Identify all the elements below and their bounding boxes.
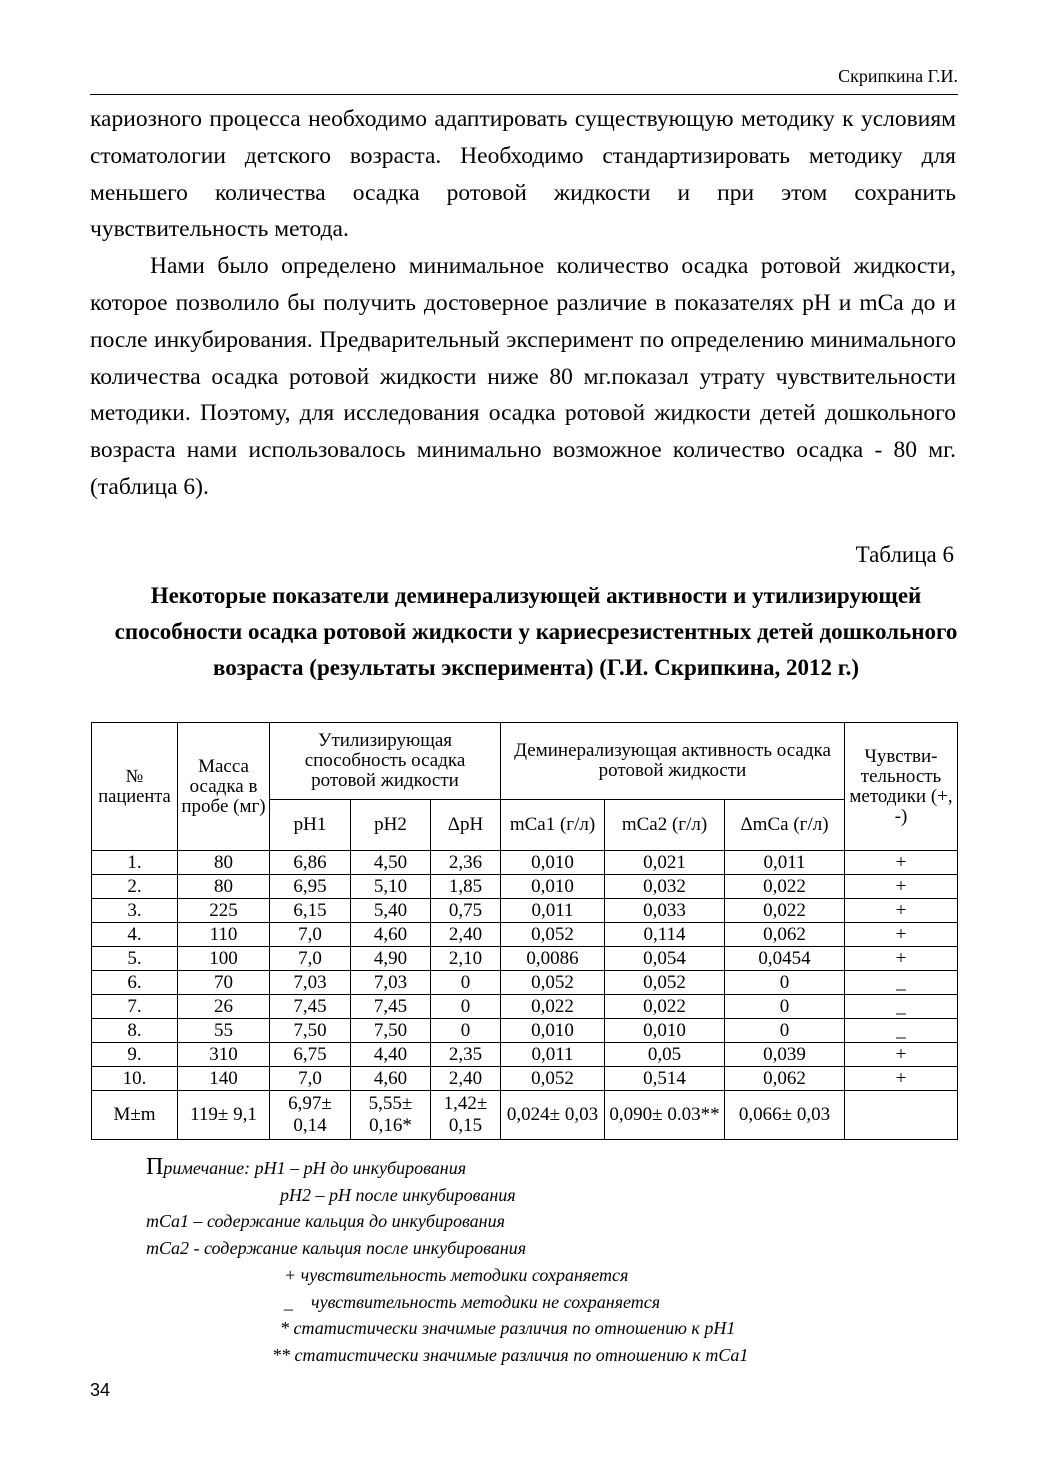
- table-cell: 140: [178, 1067, 270, 1091]
- table-cell: 0: [725, 971, 845, 995]
- table-cell: 4,40: [351, 1043, 431, 1067]
- table-cell: 7,03: [270, 971, 351, 995]
- table-cell: 0,010: [501, 851, 605, 875]
- table-cell: 2,36: [431, 851, 501, 875]
- table-cell: +: [845, 899, 958, 923]
- table-cell: +: [845, 1043, 958, 1067]
- table-cell: 4,60: [351, 1067, 431, 1091]
- header-mca1: mCa1 (г/л): [501, 800, 605, 851]
- table-row: [92, 923, 958, 947]
- header-mca2: mCa2 (г/л): [605, 800, 725, 851]
- table-cell: 7,0: [270, 947, 351, 971]
- table-cell: 100: [178, 947, 270, 971]
- header-sensitivity: Чувствительность методики (+, -): [845, 723, 958, 851]
- table-cell: 1.: [92, 851, 178, 875]
- table-cell: 6,75: [270, 1043, 351, 1067]
- table-cell: 310: [178, 1043, 270, 1067]
- note-line: pH2 – pH после инкубирования: [280, 1184, 516, 1205]
- table-cell: 2,10: [431, 947, 501, 971]
- mean-cell: 119± 9,1: [178, 1091, 270, 1140]
- table-cell: +: [845, 851, 958, 875]
- table-cell: 0,054: [605, 947, 725, 971]
- table-notes: [146, 1154, 946, 1369]
- table-row: [92, 1043, 958, 1067]
- table-cell: 0,010: [501, 875, 605, 899]
- table-cell: 0,022: [725, 875, 845, 899]
- mean-cell: 0,066± 0,03: [725, 1091, 845, 1140]
- table-cell: 0,052: [605, 971, 725, 995]
- header-ph1: pH1: [270, 800, 351, 851]
- body-text: [90, 101, 956, 506]
- mean-cell: 5,55± 0,16*: [351, 1091, 431, 1140]
- table-cell: 1,85: [431, 875, 501, 899]
- table-cell: 7,50: [351, 1019, 431, 1043]
- note-line: + чувствительность методики сохраняется: [284, 1264, 629, 1285]
- table-cell: 7,45: [351, 995, 431, 1019]
- table-row: [92, 851, 958, 875]
- table-cell: 0,75: [431, 899, 501, 923]
- mean-row: [92, 1091, 958, 1140]
- table-cell: 0,032: [605, 875, 725, 899]
- note-line: ** статистически значимые различия по отношению к mCa1: [272, 1344, 749, 1365]
- table-cell: 7,0: [270, 1067, 351, 1091]
- table-cell: _: [845, 971, 958, 995]
- table-cell: 0,514: [605, 1067, 725, 1091]
- table-cell: 2,35: [431, 1043, 501, 1067]
- table-cell: 2,40: [431, 1067, 501, 1091]
- table-row: [92, 875, 958, 899]
- data-table: [91, 722, 958, 1140]
- header-dph: ΔpH: [431, 800, 501, 851]
- paragraph-2: Нами было определено минимальное количество осадка ротовой жидкости, которое позволило бы получить достоверное различие в показателях рН и mCa до и после инкубирования. Предварительный эксперимент по определению минимального количества осадка ротовой жидкости ниже 80 мг.показал утрату чувствительности методики. Поэтому, для исследования осадка ротовой жидкости детей дошкольного возраста нами использовалось минимально возможное количество осадка - 80 мг. (таблица 6).: [90, 253, 956, 500]
- table-cell: 0: [431, 971, 501, 995]
- table-cell: 225: [178, 899, 270, 923]
- table-cell: +: [845, 923, 958, 947]
- table-cell: 0,062: [725, 923, 845, 947]
- table-cell: 0,011: [725, 851, 845, 875]
- header-patient: № пациента: [92, 723, 178, 851]
- table-cell: 4.: [92, 923, 178, 947]
- table-cell: 2.: [92, 875, 178, 899]
- table-cell: 7,0: [270, 923, 351, 947]
- table-cell: 0: [725, 995, 845, 1019]
- paragraph-1: кариозного процесса необходимо адаптировать существующую методику к условиям стоматологии детского возраста. Необходимо стандартизировать методику для меньшего количества осадка ротовой жидкости и при этом сохранить чувствительность метода.: [90, 106, 956, 243]
- table-cell: 6.: [92, 971, 178, 995]
- mean-cell: M±m: [92, 1091, 178, 1140]
- header-demin-group: Деминерализующая активность осадка ротовой жидкости: [501, 723, 845, 800]
- table-cell: 6,86: [270, 851, 351, 875]
- header-author: Скрипкина Г.И.: [838, 66, 958, 86]
- table-cell: _: [845, 995, 958, 1019]
- table-body: [92, 851, 958, 1091]
- table-cell: 5,10: [351, 875, 431, 899]
- table-cell: 4,90: [351, 947, 431, 971]
- header-ph2: pH2: [351, 800, 431, 851]
- table-cell: 7,03: [351, 971, 431, 995]
- table-cell: 10.: [92, 1067, 178, 1091]
- table-cell: 55: [178, 1019, 270, 1043]
- table-cell: 6,15: [270, 899, 351, 923]
- mean-cell: 1,42± 0,15: [431, 1091, 501, 1140]
- table-cell: 0,052: [501, 971, 605, 995]
- table-cell: 0,011: [501, 899, 605, 923]
- table-cell: 0,039: [725, 1043, 845, 1067]
- table-cell: 0: [431, 995, 501, 1019]
- table-cell: 0,010: [501, 1019, 605, 1043]
- mean-cell: [845, 1091, 958, 1140]
- table-cell: 0,022: [501, 995, 605, 1019]
- table-cell: 0,052: [501, 1067, 605, 1091]
- header-util-group: Утилизирующая способность осадка ротовой жидкости: [270, 723, 501, 800]
- table-cell: 0,114: [605, 923, 725, 947]
- table-cell: 0,052: [501, 923, 605, 947]
- mean-cell: 0,024± 0,03: [501, 1091, 605, 1140]
- table-cell: 2,40: [431, 923, 501, 947]
- mean-cell: 0,090± 0.03**: [605, 1091, 725, 1140]
- table-cell: 7,45: [270, 995, 351, 1019]
- note-line: mCa1 – содержание кальция до инкубирования: [146, 1211, 505, 1232]
- running-header: [90, 64, 958, 95]
- table-cell: 4,60: [351, 923, 431, 947]
- note-line: * статистически значимые различия по отношению к рН1: [280, 1318, 736, 1339]
- table-row: [92, 899, 958, 923]
- table-cell: 0,062: [725, 1067, 845, 1091]
- table-cell: +: [845, 875, 958, 899]
- header-dmca: ΔmCa (г/л): [725, 800, 845, 851]
- table-cell: 0,05: [605, 1043, 725, 1067]
- table-row: [92, 1067, 958, 1091]
- table-cell: 0,022: [725, 899, 845, 923]
- table-cell: +: [845, 947, 958, 971]
- table-cell: 6,95: [270, 875, 351, 899]
- table-row: [92, 995, 958, 1019]
- mean-cell: 6,97± 0,14: [270, 1091, 351, 1140]
- table-cell: 7,50: [270, 1019, 351, 1043]
- table-cell: 0: [431, 1019, 501, 1043]
- table-cell: 70: [178, 971, 270, 995]
- header-mass: Масса осадка в пробе (мг): [178, 723, 270, 851]
- table-cell: +: [845, 1067, 958, 1091]
- table-row: [92, 1019, 958, 1043]
- table-cell: 0,033: [605, 899, 725, 923]
- table-title: Некоторые показатели деминерализующей активности и утилизирующей способности осадка ротовой жидкости у кариесрезистентных детей дошкольного возраста (результаты эксперимента) (Г.И. Скрипкина, 2012 г.): [114, 583, 958, 680]
- note-text: римечание: pH1 – pH до инкубирования: [163, 1158, 467, 1178]
- note-line: mCa2 - содержание кальция после инкубирования: [146, 1238, 527, 1259]
- table-cell: 4,50: [351, 851, 431, 875]
- table-cell: 0,0086: [501, 947, 605, 971]
- table-cell: 8.: [92, 1019, 178, 1043]
- table-cell: 80: [178, 875, 270, 899]
- table-cell: 0: [725, 1019, 845, 1043]
- table-cell: 9.: [92, 1043, 178, 1067]
- table-cell: 0,022: [605, 995, 725, 1019]
- table-cell: 3.: [92, 899, 178, 923]
- table-row: [92, 971, 958, 995]
- note-line: _ чувствительность методики не сохраняется: [284, 1291, 661, 1312]
- table-cell: 0,021: [605, 851, 725, 875]
- note-line: [146, 1154, 946, 1182]
- table-cell: 5.: [92, 947, 178, 971]
- table-label: Таблица 6: [855, 542, 954, 567]
- table-cell: 26: [178, 995, 270, 1019]
- table-cell: 0,011: [501, 1043, 605, 1067]
- table-cell: _: [845, 1019, 958, 1043]
- note-initial: П: [146, 1154, 164, 1180]
- table-cell: 0,0454: [725, 947, 845, 971]
- table-row: [92, 947, 958, 971]
- table-cell: 5,40: [351, 899, 431, 923]
- table-cell: 0,010: [605, 1019, 725, 1043]
- table-cell: 7.: [92, 995, 178, 1019]
- table-cell: 110: [178, 923, 270, 947]
- table-cell: 80: [178, 851, 270, 875]
- page-number: 34: [90, 1380, 111, 1400]
